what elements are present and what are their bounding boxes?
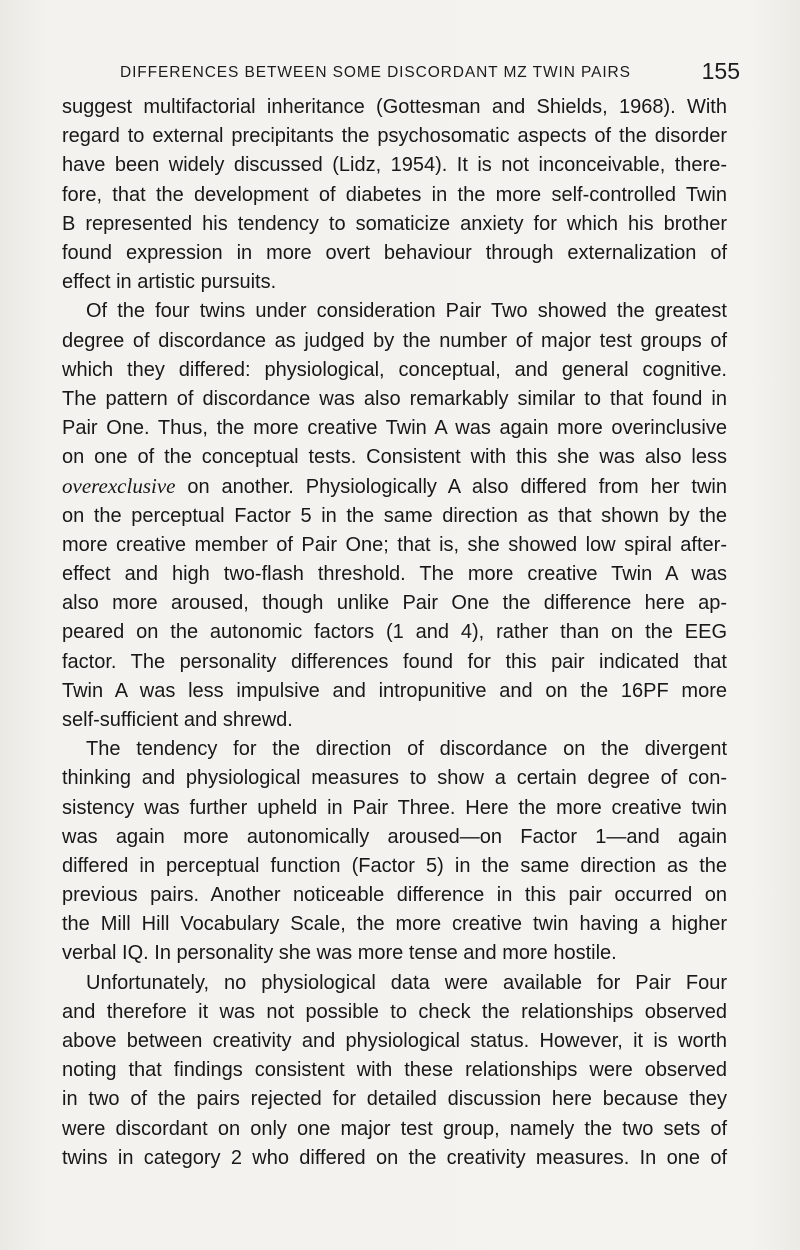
text-line: above between creativity and physiological status. However, it is worth [62, 1030, 727, 1052]
text-line: differed in perceptual function (Factor 5) in the same direction as the [62, 854, 727, 877]
text-line: effect and high two-flash threshold. The more creative Twin A was [62, 563, 727, 585]
text-line: in two of the pairs rejected for detailed discussion here because they [62, 1088, 727, 1111]
text-line: B represented his tendency to somaticize anxiety for which his brother [62, 212, 727, 235]
paragraph-2 [62, 297, 727, 735]
text-line: peared on the autonomic factors (1 and 4), rather than on the EEG [62, 621, 727, 644]
text-line: degree of discordance as judged by the number of major test groups of [62, 329, 727, 352]
text-line: Of the four twins under consideration Pair Two showed the greatest [86, 300, 727, 323]
text-line: and therefore it was not possible to check the relationships observed [62, 1000, 727, 1023]
text-line: factor. The personality differences found for this pair indicated that [62, 650, 727, 673]
text-line: previous pairs. Another noticeable difference in this pair occurred on [62, 884, 727, 907]
text-line: The tendency for the direction of discordance on the divergent [86, 738, 727, 761]
paragraph-3 [62, 735, 727, 969]
text-line: on one of the conceptual tests. Consistent with this she was also less [62, 446, 727, 469]
text-line: Pair One. Thus, the more creative Twin A was again more overinclusive [62, 417, 727, 440]
text-line: which they differed: physiological, conceptual, and general cognitive. [62, 358, 727, 381]
text-line: have been widely discussed (Lidz, 1954). It is not inconceivable, there- [62, 154, 727, 177]
text-line [62, 472, 727, 501]
running-header [62, 58, 740, 88]
text-line: fore, that the development of diabetes in the more self-controlled Twin [62, 183, 727, 206]
text-line: suggest multifactorial inheritance (Gottesman and Shields, 1968). With [62, 96, 727, 118]
italic-term: overexclusive [62, 474, 176, 499]
text-line: found expression in more overt behaviour through externalization of [62, 241, 727, 264]
page-number: 155 [701, 58, 740, 84]
text-line: regard to external precipitants the psychosomatic aspects of the disorder [62, 125, 727, 148]
text-line: verbal IQ. In personality she was more tense and more hostile. [62, 942, 617, 965]
text-line: on the perceptual Factor 5 in the same direction as that shown by the [62, 504, 727, 527]
text-line: The pattern of discordance was also remarkably similar to that found in [62, 387, 727, 410]
text-line: effect in artistic pursuits. [62, 271, 277, 294]
text-line: was again more autonomically aroused—on Factor 1—and again [62, 825, 727, 848]
text-line: thinking and physiological measures to show a certain degree of con- [62, 767, 727, 790]
text-segment: on another. Physiologically A also differed from her twin [175, 476, 727, 499]
paragraph-4 [62, 969, 727, 1173]
text-line: more creative member of Pair One; that is, she showed low spiral after- [62, 533, 727, 556]
text-line: were discordant on only one major test group, namely the two sets of [62, 1117, 727, 1140]
text-line: also more aroused, though unlike Pair One the difference here ap- [62, 592, 727, 615]
paragraph-1 [62, 93, 727, 297]
text-line: twins in category 2 who differed on the creativity measures. In one of [62, 1146, 727, 1169]
body-text [62, 93, 727, 1173]
text-line: the Mill Hill Vocabulary Scale, the more creative twin having a higher [62, 913, 727, 936]
running-title: DIFFERENCES BETWEEN SOME DISCORDANT MZ TWIN PAIRS [120, 64, 631, 81]
text-line: sistency was further upheld in Pair Three. Here the more creative twin [62, 796, 727, 819]
text-line: Twin A was less impulsive and intropunitive and on the 16PF more [62, 679, 727, 702]
text-line: self-sufficient and shrewd. [62, 708, 293, 731]
text-line: noting that findings consistent with these relationships were observed [62, 1059, 727, 1082]
text-line: Unfortunately, no physiological data were available for Pair Four [86, 971, 727, 994]
